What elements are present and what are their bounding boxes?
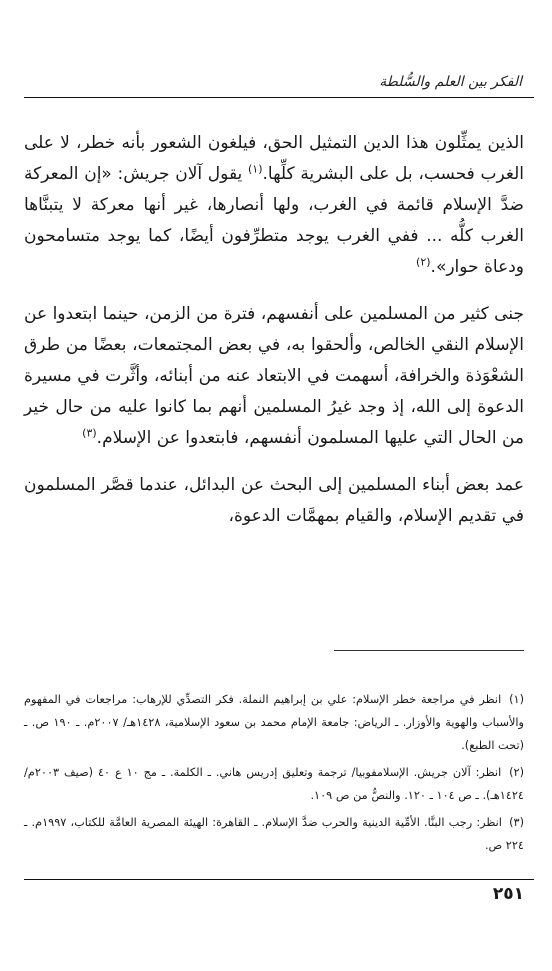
footnotes (24, 688, 524, 861)
footnote (24, 761, 524, 807)
paragraph (24, 299, 524, 454)
footnote-text: انظر: رجب البنَّا. الأمِّية الدينية والحرب ضدَّ الإسلام. ـ القاهرة: الهيئة المصرية العامَّة للكتاب، ١٩٩٧م. ـ ٢٢٤ ص. (24, 816, 524, 852)
page-number: ٢٥١ (492, 884, 524, 904)
footnote-number: (٣) (509, 816, 524, 829)
paragraph-text: جنى كثير من المسلمين على أنفسهم، فترة من الزمن، حينما ابتعدوا عن الإسلام النقي الخالص، وألحقوا به، في بعض المجتمعات، بعضًا من طرق الشعْوَذة والخرافة، أسهمت في الابتعاد عنه من أبنائه، وأثَّرت في مسيرة الدعوة إلى الله، إذ وجد غيرُ المسلمين أنهم بما كانوا عليه من حال خير من الحال التي عليها المسلمون أنفسهم، فابتعدوا عن الإسلام. (24, 304, 524, 448)
footnote-reference[interactable]: (٢) (416, 255, 431, 269)
footer-rule (24, 879, 534, 880)
body-text (24, 128, 524, 548)
footnote-number: (٢) (509, 766, 524, 779)
footnote (24, 688, 524, 757)
running-title: الفكر بين العلم والسُّلطة (379, 74, 522, 90)
footnote-number: (١) (509, 693, 524, 706)
footnote-reference[interactable]: (٣) (82, 426, 97, 440)
footnote (24, 811, 524, 857)
paragraph-text: الذين يمثِّلون هذا الدين التمثيل الحق، فيلغون الشعور بأنه خطر، لا على الغرب فحسب، بل على البشرية كلِّها. (24, 133, 524, 184)
footnote-text: انظر في مراجعة خطر الإسلام: علي بن إبراهيم النملة. فكر التصدِّي للإرهاب: مراجعات في المفهوم والأسباب والهوية والأوزار. ـ الرياض: جامعة الإمام محمد بن سعود الإسلامية، ١٤٢٨هـ/ ٢٠٠٧م. ـ ١٩٠ ص. ـ (تحت الطبع). (24, 693, 524, 752)
paragraph (24, 470, 524, 532)
paragraph (24, 128, 524, 283)
paragraph-text: يقول آلان جريش: «إن المعركة ضدَّ الإسلام قائمة في الغرب، ولها أنصارها، غير أنها معركة لا يتبنَّاها الغرب كلُّه ... ففي الغرب يوجد متطرِّفون أيضًا، كما يوجد متسامحون ودعاة حوار». (24, 164, 524, 277)
footnote-text: انظر: آلان جريش. الإسلامفوبيا/ ترجمة وتعليق إدريس هاني. ـ الكلمة. ـ مج ١٠ ع ٤٠ (صيف ٢٠٠٣م/ ١٤٢٤هـ). ـ ص ١٠٤ ـ ١٢٠. والنصُّ من ص ١٠٩. (24, 766, 524, 802)
footnote-separator (334, 650, 524, 651)
footnote-reference[interactable]: (١) (247, 162, 263, 176)
header-rule (24, 97, 534, 98)
paragraph-text: عمد بعض أبناء المسلمين إلى البحث عن البدائل، عندما قصَّر المسلمون في تقديم الإسلام، والقيام بمهمَّات الدعوة، (24, 475, 524, 526)
